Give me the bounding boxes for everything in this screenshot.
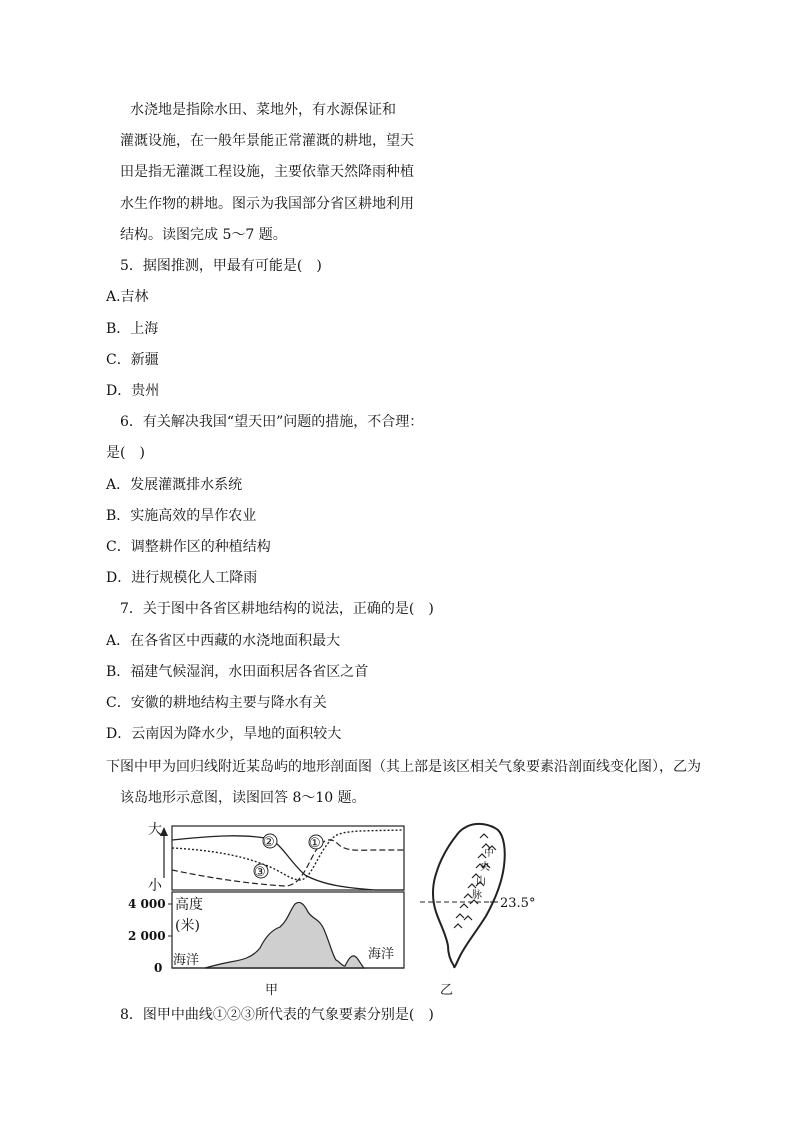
weather-axis-big: 大 [148, 822, 162, 838]
mountain-name-char-1: 中 [484, 848, 494, 859]
question-5-option-a: A.吉林 [106, 289, 149, 305]
curve-1-dashed [172, 840, 404, 886]
question-5-option-b: B．上海 [106, 321, 159, 337]
ocean-left-label: 海洋 [173, 953, 200, 968]
curve-1-label: ① [309, 836, 321, 851]
question-6-option-d: D．进行规模化人工降雨 [106, 570, 258, 586]
question-6-stem: 6．有关解决我国“望天田”问题的措施，不合理： [120, 414, 424, 430]
question-5-stem: 5．据图推测，甲最有可能是( ) [120, 258, 322, 274]
intro-line-5: 结构。读图完成 5～7 题。 [120, 227, 287, 243]
question-6-option-c: C．调整耕作区的种植结构 [106, 539, 271, 555]
latitude-label: 23.5° [500, 896, 536, 911]
terrain-y-label-2: (米) [175, 918, 200, 934]
curve-3-label: ③ [254, 865, 266, 880]
intro-line-4: 水生作物的耕地。图示为我国部分省区耕地利用 [120, 196, 414, 212]
terrain-tick-4000: 4 000 [128, 897, 166, 911]
passage-2-line-2: 该岛地形示意图，读图回答 8～10 题。 [120, 790, 366, 806]
curve-2-label: ② [263, 835, 275, 850]
passage-2-line-1: 下图中甲为回归线附近某岛屿的地形剖面图（其上部是该区相关气象要素沿剖面线变化图），乙为 [106, 759, 701, 775]
question-7-option-b: B．福建气候湿润，水田面积居各省区之首 [106, 664, 369, 680]
question-7-option-d: D．云南因为降水少，旱地的面积较大 [106, 726, 342, 742]
caption-jia: 甲 [265, 983, 279, 998]
question-5-option-d: D．贵州 [106, 383, 160, 399]
intro-line-2: 灌溉设施，在一般年景能正常灌溉的耕地，望天 [120, 133, 414, 149]
terrain-y-label-1: 高度 [175, 897, 203, 913]
question-6-option-a: A．发展灌溉排水系统 [106, 477, 243, 493]
intro-line-3: 田是指无灌溉工程设施，主要依靠天然降雨种植 [120, 164, 414, 180]
weather-panel-frame [172, 826, 404, 890]
question-6-stem-cont: 是( ) [106, 445, 145, 461]
terrain-tick-0: 0 [154, 961, 163, 975]
question-5-option-c: C．新疆 [106, 352, 159, 368]
curve-2-solid [172, 836, 404, 890]
mountain-name-char-4: 脉 [472, 890, 482, 901]
mountain-name-char-3: 山 [476, 876, 486, 887]
figure-jia-profile [128, 820, 410, 1000]
question-7-option-c: C．安徽的耕地结构主要与降水有关 [106, 695, 327, 711]
mountain-name-char-2: 央 [480, 862, 490, 873]
terrain-tick-2000: 2 000 [128, 929, 166, 943]
question-6-option-b: B．实施高效的旱作农业 [106, 508, 257, 524]
figure-yi-island [420, 820, 550, 1000]
terrain-profile [205, 902, 364, 968]
question-7-option-a: A．在各省区中西藏的水浇地面积最大 [106, 633, 341, 649]
caption-yi: 乙 [440, 983, 454, 998]
weather-axis-small: 小 [148, 878, 162, 894]
intro-line-1: 水浇地是指除水田、菜地外，有水源保证和 [130, 102, 396, 118]
ocean-right-label: 海洋 [368, 947, 395, 962]
question-8-stem: 8．图甲中曲线①②③所代表的气象要素分别是( ) [120, 1007, 434, 1023]
question-7-stem: 7．关于图中各省区耕地结构的说法，正确的是( ) [120, 601, 434, 617]
